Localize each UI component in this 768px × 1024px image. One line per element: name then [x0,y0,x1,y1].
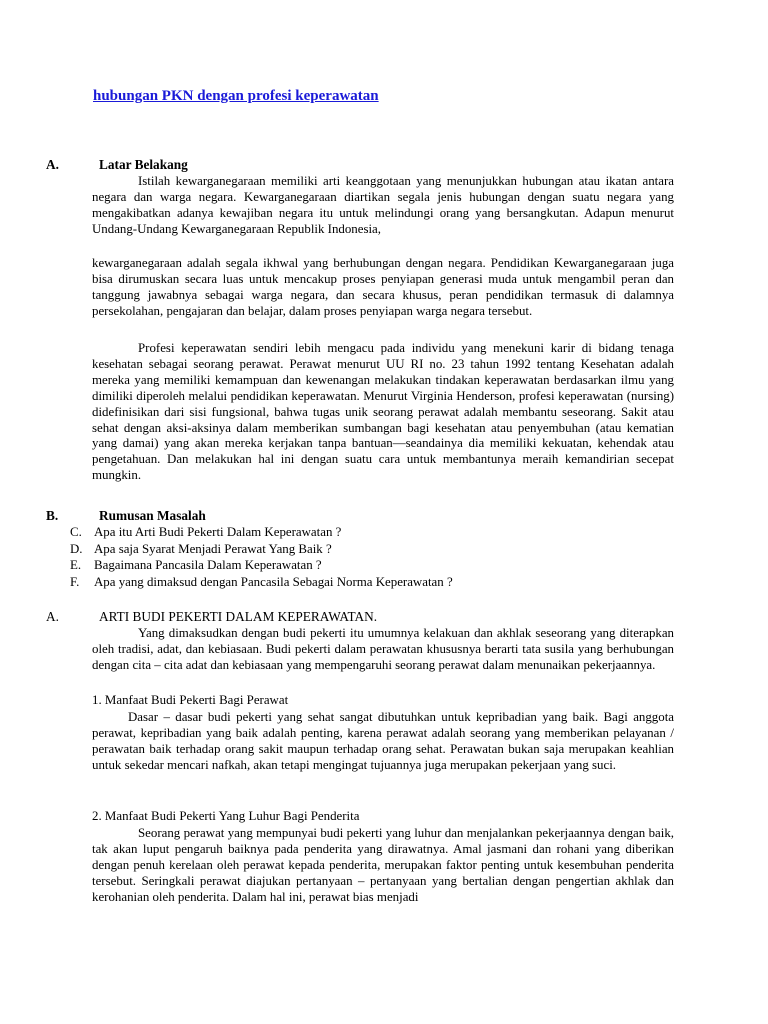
subheading-manfaat-perawat: 1. Manfaat Budi Pekerti Bagi Perawat [92,693,289,707]
budi-pekerti-paragraph-1: Yang dimaksudkan dengan budi pekerti itu umumnya kelakuan dan akhlak seseorang yang diterapkan oleh tradisi, adat, dan kebiasaan. Budi pekerti dalam perawatan khususnya berarti tata susila yang berhubungan dengan cita – cita adat dan kebiasaan yang mempengaruhi seorang perawat dalam menunaikan pekerjaannya. [92,626,674,672]
budi-pekerti-paragraph-3: Seorang perawat yang mempunyai budi pekerti yang luhur dan menjalankan pekerjaannya dengan baik, tak akan luput pengaruh baiknya pada penderita yang dirawatnya. Amal jasmani dan rohani yang diberikan dengan penuh kerelaan oleh perawat kepada penderita, merupakan faktor penting untuk kesembuhan penderita tersebut. Seringkali perawat diajukan pertanyaan – pertanyaan yang bertalian dengan pengertian akhlak dan kerohanian oleh penderita. Dalam hal ini, perawat bias menjadi [92,826,674,904]
section-a-letter: A. [46,157,59,172]
document-title[interactable]: hubungan PKN dengan profesi keperawatan [93,88,379,104]
section-b-heading: Rumusan Masalah [99,508,206,523]
rumusan-item [70,524,341,541]
rumusan-item-text: Apa yang dimaksud dengan Pancasila Sebagai Norma Keperawatan ? [94,575,453,589]
rumusan-item-text: Bagaimana Pancasila Dalam Keperawatan ? [94,558,322,572]
rumusan-item [70,557,322,574]
rumusan-item [70,574,453,591]
rumusan-item-letter: C. [70,525,82,539]
section-b-letter: B. [46,508,59,523]
section-c-heading: ARTI BUDI PEKERTI DALAM KEPERAWATAN. [99,609,378,624]
rumusan-item-letter: F. [70,575,80,589]
rumusan-item [70,541,332,558]
section-a-heading: Latar Belakang [99,157,188,172]
rumusan-item-letter: E. [70,558,82,572]
subheading-manfaat-penderita: 2. Manfaat Budi Pekerti Yang Luhur Bagi Penderita [92,809,360,823]
rumusan-item-text: Apa saja Syarat Menjadi Perawat Yang Baik ? [94,542,332,556]
rumusan-item-text: Apa itu Arti Budi Pekerti Dalam Keperawatan ? [94,525,342,539]
section-c-letter: A. [46,609,59,624]
latar-belakang-paragraph-1: Istilah kewarganegaraan memiliki arti keanggotaan yang menunjukkan hubungan atau ikatan antara negara dan warga negara. Kewarganegaraan diartikan segala jenis hubungan dengan suatu negara yang mengakibatkan adanya kewajiban negara itu untuk melindungi orang yang bersangkutan. Adapun menurut Undang-Undang Kewarganegaraan Republik Indonesia, [92,174,674,236]
budi-pekerti-paragraph-2: Dasar – dasar budi pekerti yang sehat sangat dibutuhkan untuk kepribadian yang baik. Bagi anggota perawat, kepribadian yang baik adalah penting, karena perawat adalah seorang yang memberikan pelayanan / perawatan baik terhadap orang sakit maupun terhadap orang sehat. Perawatan bukan saja merupakan keahlian untuk sekedar mencari nafkah, akan tetapi mengingat tujuannya juga merupakan pekerjaan yang suci. [92,710,674,772]
latar-belakang-paragraph-3: Profesi keperawatan sendiri lebih mengacu pada individu yang menekuni karir di bidang tenaga kesehatan sebagai seorang perawat. Perawat menurut UU RI no. 23 tahun 1992 tentang Kesehatan adalah mereka yang memiliki kemampuan dan kewenangan melakukan tindakan keperawatan berdasarkan ilmu yang dimiliki diperoleh melalui pendidikan keperawatan. Menurut Virginia Henderson, profesi keperawatan (nursing) didefinisikan dari sisi fungsional, bahwa tugas unik seorang perawat adalah membantu seseorang. Sakit atau sehat dengan aksi-aksinya dalam memberikan sumbangan bagi kesehatan atau penyembuhan (atau kematian yang damai) yang akan mereka kerjakan tanpa bantuan—seandainya dia memiliki kekuatan, kehendak atau pengetahuan. Dan melakukan hal ini dengan suatu cara untuk membantunya meraih kemandirian secepat mungkin. [92,341,674,483]
latar-belakang-paragraph-2: kewarganegaraan adalah segala ikhwal yang berhubungan dengan negara. Pendidikan Kewarganegaraan juga bisa dirumuskan secara luas untuk mencakup proses penyiapan generasi muda untuk mengambil peran dan tanggung jawabnya sebagai warga negara, dan secara khusus, peran pendidikan termasuk di dalamnya persekolahan, pengajaran dan belajar, dalam proses penyiapan warga negara tersebut. [92,256,674,318]
rumusan-item-letter: D. [70,542,83,556]
